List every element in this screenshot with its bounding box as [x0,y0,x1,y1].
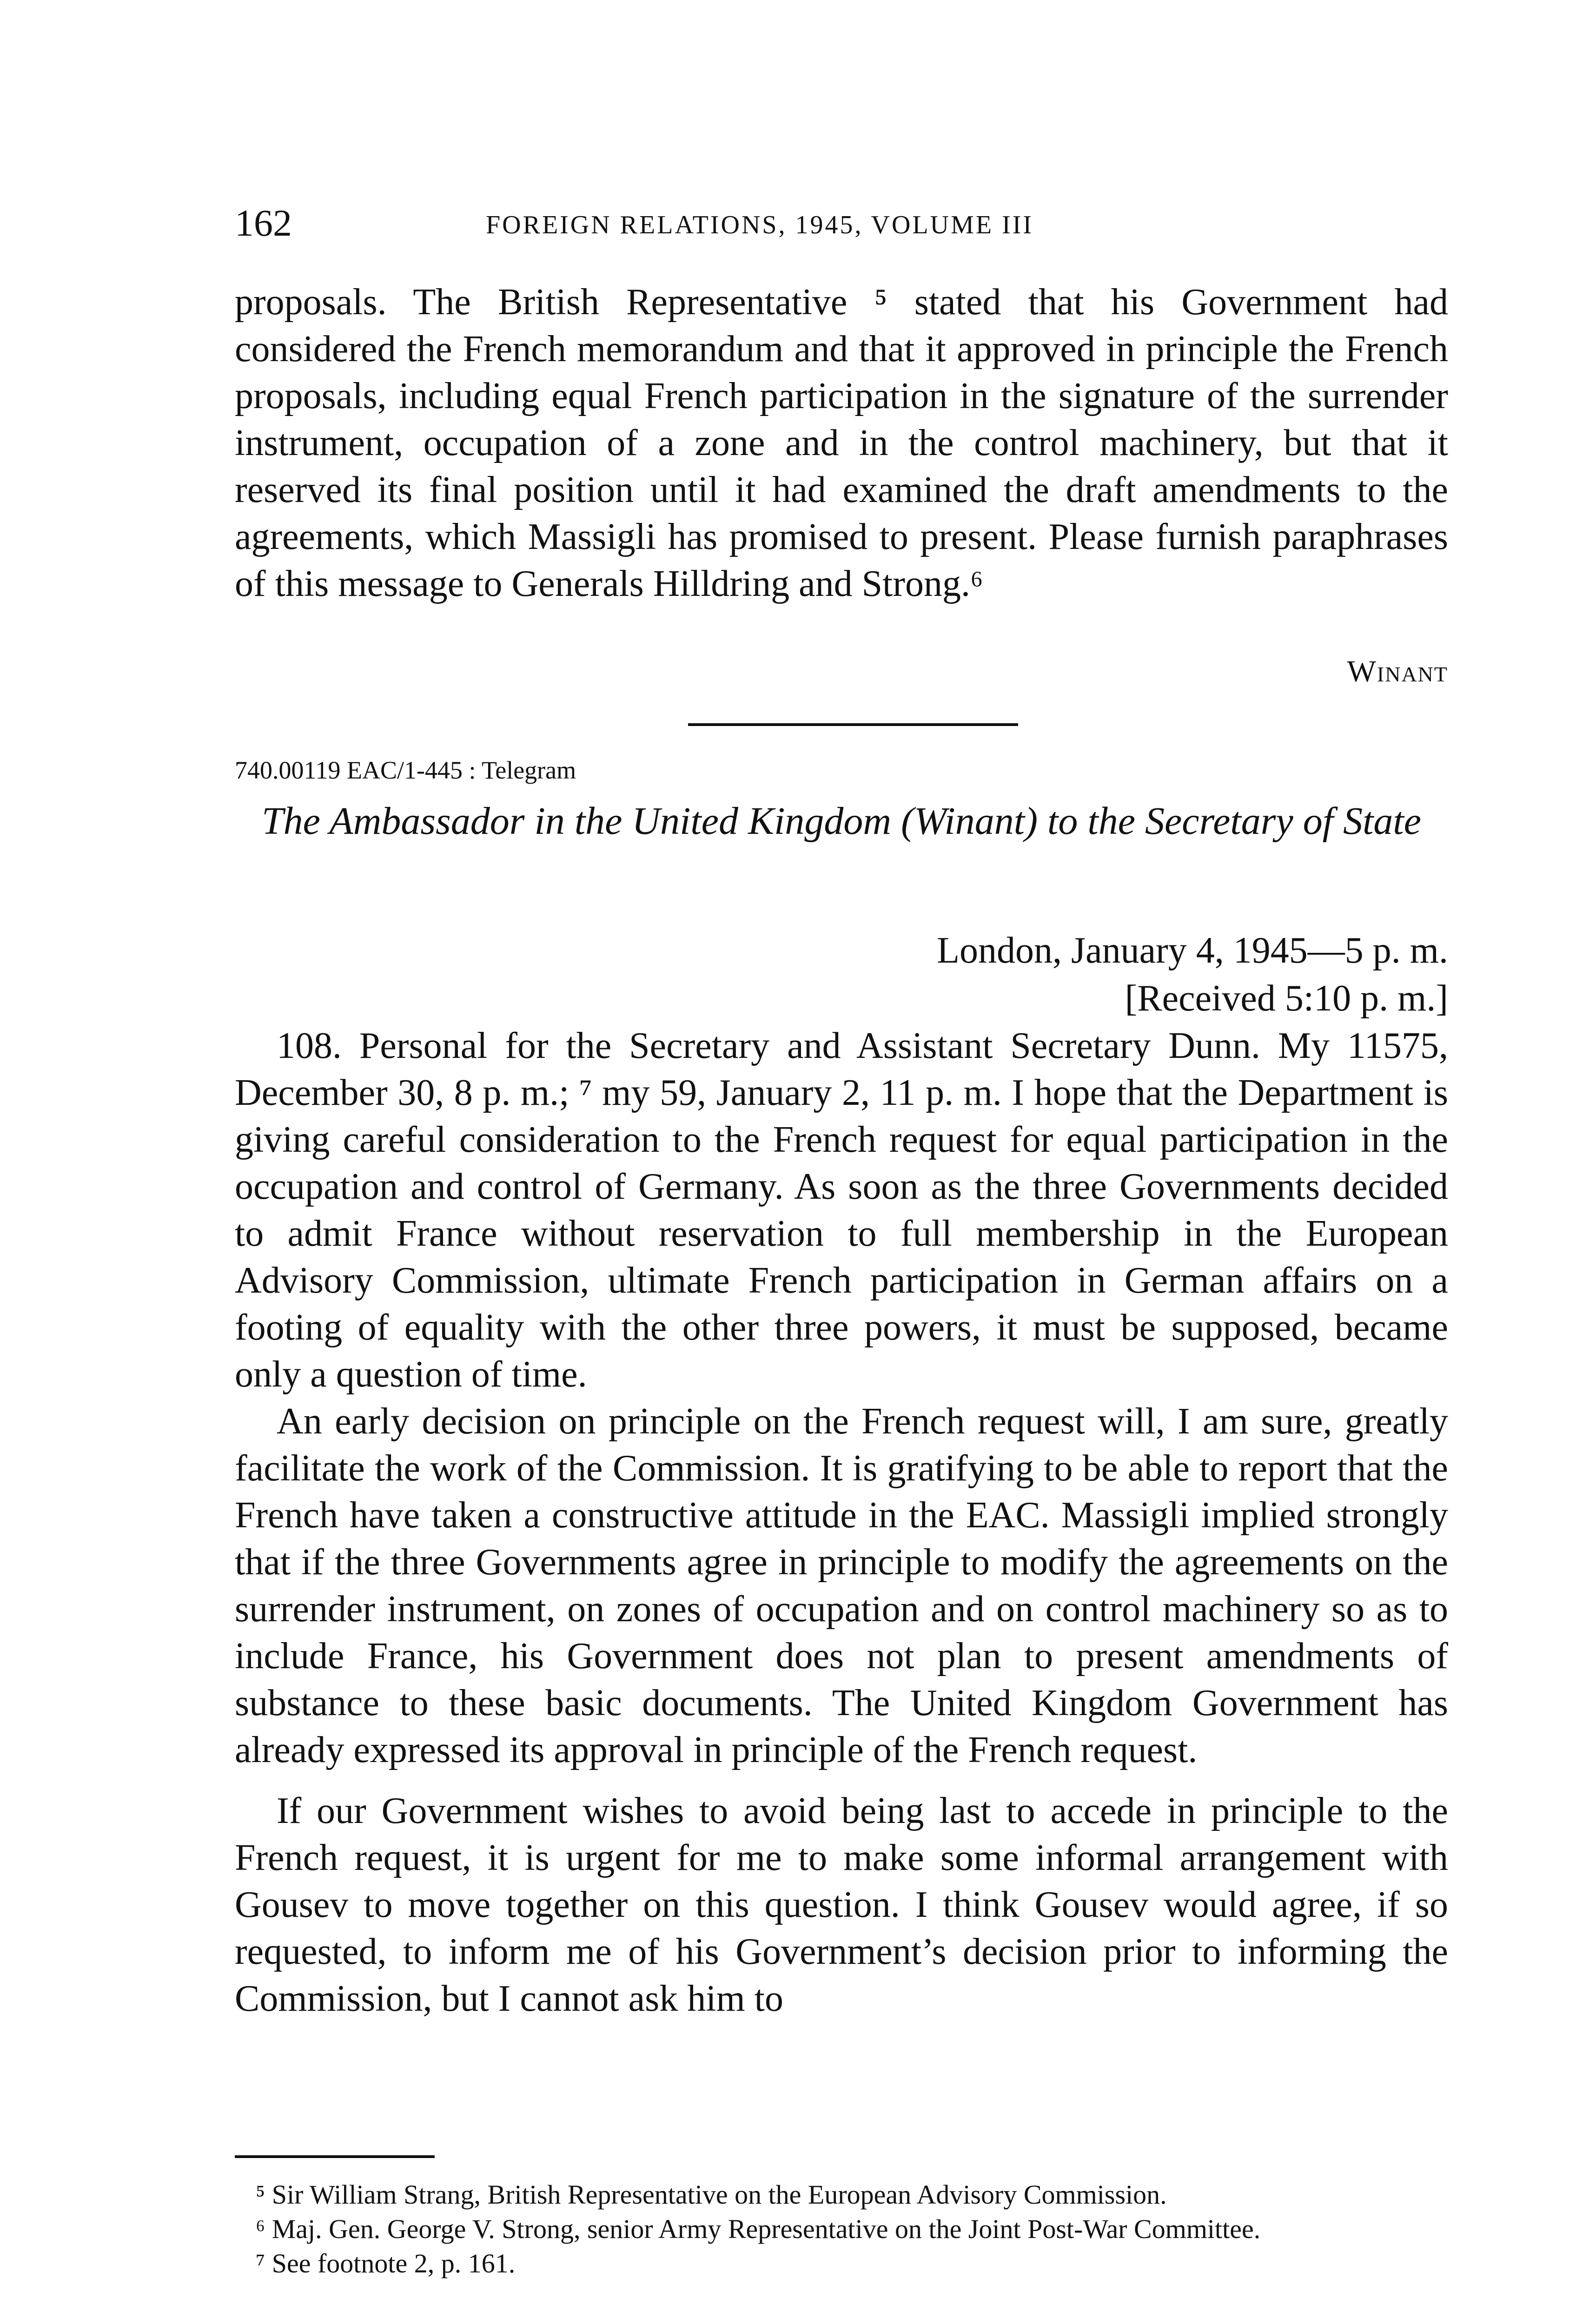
page-header [235,200,1471,251]
footnote: ⁵ Sir William Strang, British Representative on the European Advisory Commission. [256,2179,1167,2210]
running-title: FOREIGN RELATIONS, 1945, VOLUME III [486,211,1034,239]
telegram-paragraph: If our Government wishes to avoid being last to accede in principle to the French request, it is urgent for me to make some informal arrangement with Gousev to move together on this question. I think Gousev would agree, if so requested, to inform me of his Government’s decision prior to informing the Commission, but I cannot ask him to [235,1790,1448,2019]
footnote-rule [235,2155,435,2158]
telegram-body [235,1023,1448,2022]
dateline: London, January 4, 1945—5 p. m. [937,930,1448,971]
page-number: 162 [235,202,292,244]
file-reference: 740.00119 EAC/1-445 : Telegram [235,756,576,784]
section-divider [688,723,1018,726]
footnotes [235,2181,1448,2284]
footnote: ⁶ Maj. Gen. George V. Strong, senior Army Representative on the Joint Post-War Committee. [256,2214,1261,2244]
received-note: [Received 5:10 p. m.] [1125,978,1448,1019]
first-message-body [235,279,1448,607]
continuation-paragraph: proposals. The British Representative ⁵ stated that his Government had considered the French memorandum and that it approved in principle the French proposals, including equal French participation in the signature of the surrender instrument, occupation of a zone and in the control machinery, but that it reserved its final position until it had examined the draft amendments to the agreements, which Massigli has promised to present. Please furnish paraphrases of this message to Generals Hilldring and Strong.⁶ [235,282,1448,604]
document-title: The Ambassador in the United Kingdom (Winant) to the Secretary of State [261,799,1422,843]
signature: Winant [1347,654,1448,688]
telegram-paragraph: 108. Personal for the Secretary and Assistant Secretary Dunn. My 11575, December 30, 8 p. m.; ⁷ my 59, January 2, 11 p. m. I hope that the Department is giving careful consideration to the French request for equal participation in the occupation and control of Germany. As soon as the three Governments decided to admit France without reservation to full membership in the European Advisory Commission, ultimate French participation in German affairs on a footing of equality with the other three powers, it must be supposed, became only a question of time. [235,1025,1448,1395]
footnote: ⁷ See footnote 2, p. 161. [256,2248,516,2278]
telegram-paragraph: An early decision on principle on the French request will, I am sure, greatly facilitate the work of the Commission. It is gratifying to be able to report that the French have taken a constructive attitude in the EAC. Massigli implied strongly that if the three Governments agree in principle to modify the agreements on the surrender instrument, on zones of occupation and on control machinery so as to include France, his Government does not plan to present amendments of substance to these basic documents. The United Kingdom Government has already expressed its approval in principle of the French request. [235,1401,1448,1770]
